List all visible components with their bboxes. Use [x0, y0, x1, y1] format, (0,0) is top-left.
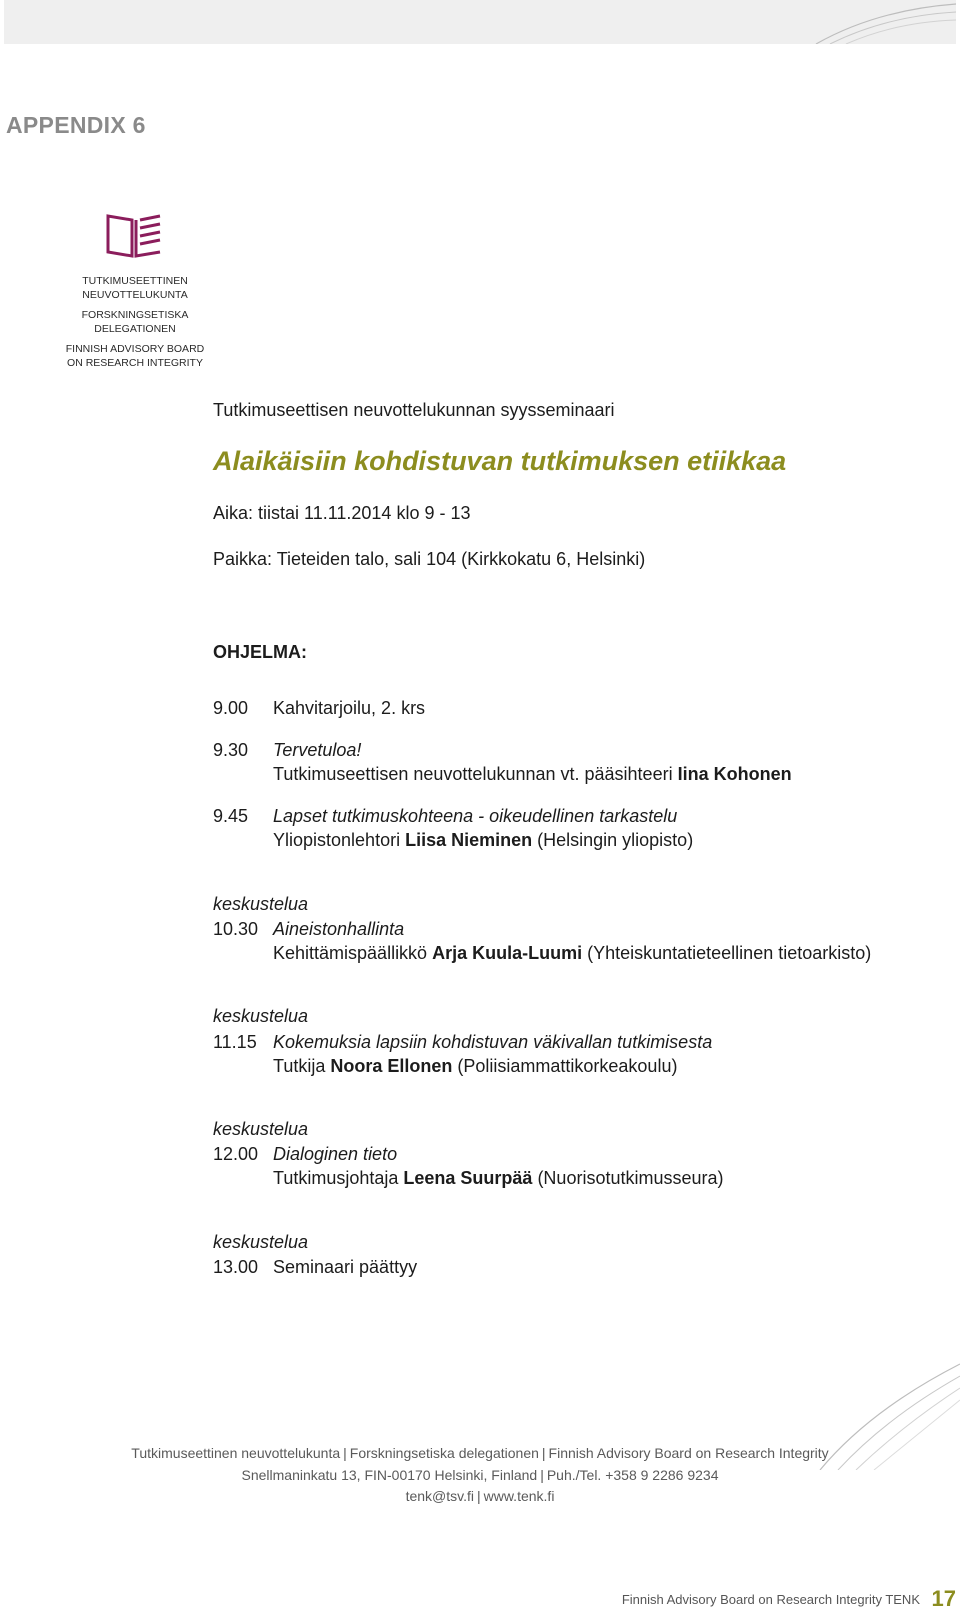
- logo-line: ON RESEARCH INTEGRITY: [67, 357, 203, 369]
- program-heading: OHJELMA:: [213, 642, 307, 662]
- program-speaker: Tutkimuseettisen neuvottelukunnan vt. pääsihteeri Iina Kohonen: [273, 764, 792, 784]
- program-time: 13.00: [213, 1257, 259, 1277]
- program-time: 9.30: [213, 740, 249, 760]
- website-link[interactable]: www.tenk.fi: [483, 1488, 555, 1504]
- logo-text: [60, 274, 210, 370]
- program-topic: Kokemuksia lapsiin kohdistuvan väkivallan tutkimisesta: [273, 1032, 713, 1052]
- speaker-name: Leena Suurpää: [403, 1168, 533, 1188]
- seminar-time: Aika: tiistai 11.11.2014 klo 9 - 13: [213, 503, 471, 523]
- speaker-name: Liisa Nieminen: [405, 830, 533, 850]
- logo-line: TUTKIMUSEETTINEN: [82, 275, 188, 287]
- program-text: Seminaari päättyy: [273, 1257, 418, 1277]
- program-time: 9.00: [213, 698, 249, 718]
- program-time: 11.15: [213, 1032, 257, 1052]
- discussion-label: keskustelua: [213, 1232, 309, 1252]
- program-topic: Dialoginen tieto: [273, 1144, 398, 1164]
- program-time: 10.30: [213, 919, 259, 939]
- seminar-subtitle: Tutkimuseettisen neuvottelukunnan syysseminaari: [213, 400, 615, 420]
- speaker-name: Noora Ellonen: [330, 1056, 453, 1076]
- program-speaker: Yliopistonlehtori Liisa Nieminen (Helsingin yliopisto): [273, 830, 694, 850]
- seminar-place: Paikka: Tieteiden talo, sali 104 (Kirkkokatu 6, Helsinki): [213, 549, 646, 569]
- program-speaker: Tutkimusjohtaja Leena Suurpää (Nuorisotutkimusseura): [273, 1168, 724, 1188]
- book-icon: [106, 212, 166, 262]
- email-link[interactable]: tenk@tsv.fi: [405, 1488, 474, 1504]
- program-topic: Aineistonhallinta: [273, 919, 405, 939]
- footer-contact: tenk@tsv.fi | www.tenk.fi: [405, 1488, 555, 1504]
- program-time: 9.45: [213, 806, 249, 826]
- footer-organizations: Tutkimuseettinen neuvottelukunta | Forskningsetiska delegationen | Finnish Advisory Board on Research Integrity: [131, 1445, 829, 1461]
- footer-address: Snellmaninkatu 13, FIN-00170 Helsinki, Finland | Puh./Tel. +358 9 2286 9234: [241, 1467, 719, 1483]
- appendix-heading: APPENDIX 6: [6, 112, 146, 138]
- program-speaker: Kehittämispäällikkö Arja Kuula-Luumi (Yhteiskuntatieteellinen tietoarkisto): [273, 943, 872, 963]
- header-swoosh-decoration: [796, 0, 956, 44]
- page-footer-label: Finnish Advisory Board on Research Integrity TENK: [621, 1592, 920, 1607]
- logo-line: NEUVOTTELUKUNTA: [82, 289, 188, 301]
- logo-line: DELEGATIONEN: [94, 323, 176, 335]
- discussion-label: keskustelua: [213, 1119, 309, 1139]
- program-text: Kahvitarjoilu, 2. krs: [273, 698, 426, 718]
- seminar-title: Alaikäisiin kohdistuvan tutkimuksen etiikkaa: [213, 446, 787, 476]
- program-time: 12.00: [213, 1144, 259, 1164]
- speaker-name: Arja Kuula-Luumi: [432, 943, 583, 963]
- discussion-label: keskustelua: [213, 1006, 309, 1026]
- program-topic: Tervetuloa!: [273, 740, 362, 760]
- logo-line: FORSKNINGSETISKA: [81, 309, 189, 321]
- speaker-name: Iina Kohonen: [677, 764, 792, 784]
- header-band: [4, 0, 956, 44]
- program-speaker: Tutkija Noora Ellonen (Poliisiammattikorkeakoulu): [273, 1056, 678, 1076]
- page-number: 17: [931, 1586, 956, 1611]
- program-topic: Lapset tutkimuskohteena - oikeudellinen tarkastelu: [273, 806, 678, 826]
- discussion-label: keskustelua: [213, 894, 309, 914]
- logo-line: FINNISH ADVISORY BOARD: [65, 343, 205, 355]
